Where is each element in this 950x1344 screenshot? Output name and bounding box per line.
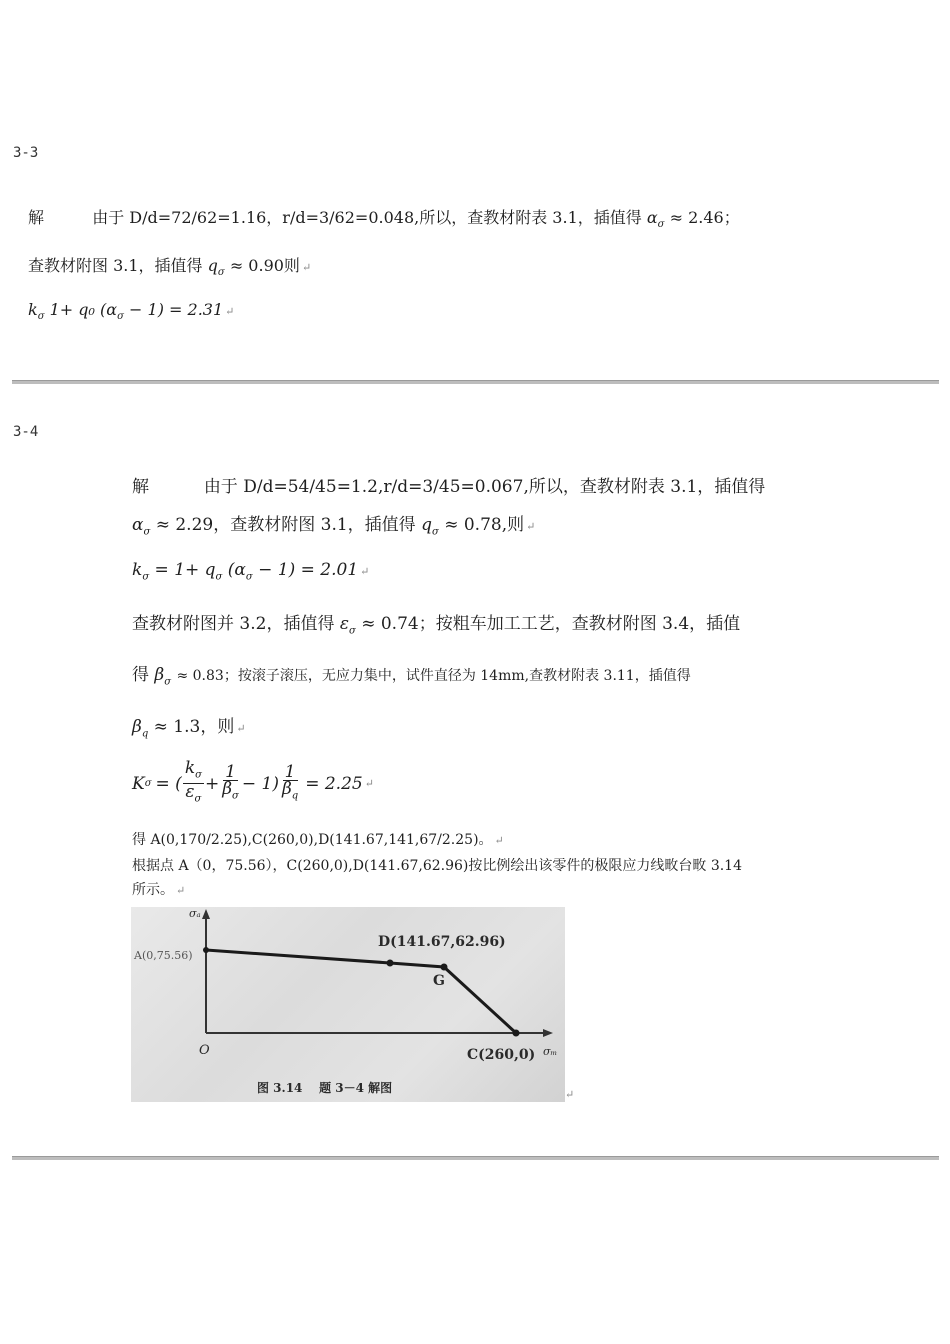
- section-label-3-4: 3-4: [13, 424, 39, 440]
- point-G-label: G: [433, 973, 445, 989]
- point-C-label: C(260,0): [467, 1047, 536, 1063]
- point-A-label: A(0,75.56): [134, 949, 193, 962]
- plus-sign: +: [204, 773, 220, 794]
- y-axis-label: σₐ: [189, 907, 201, 920]
- line-prefix: 得: [132, 665, 149, 685]
- q-symbol: q: [421, 515, 432, 535]
- section-divider: [12, 380, 939, 384]
- solution-line-7-formula: K σ = ( $\frac{k_\sigma}{\varepsilon_\sigma}$ + $\frac{1}{\beta_\sigma}$ − 1) $\frac{1}{\beta_q}$ = 2.25 ↵: [132, 760, 374, 808]
- alpha-symbol: α: [132, 515, 144, 535]
- solution-line-2: 查教材附图 3.1，插值得 $q_\sigma \approx 0.90$则 ↵: [28, 256, 312, 279]
- k-formula: 1+ q₀ (α: [49, 300, 118, 319]
- solution-line-8: 得 A(0,170/2.25),C(260,0),D(141.67,141,67/2.25)。 ↵: [132, 832, 504, 848]
- limit-stress-diagram: [131, 907, 565, 1102]
- point-D-dot: [387, 960, 394, 967]
- k-symbol: k: [28, 300, 38, 319]
- figure-caption: 图 3.14 题 3－4 解图: [257, 1081, 393, 1095]
- points-text: 得 A(0,170/2.25),C(260,0),D(141.67,141,67/2.25)。: [132, 832, 493, 848]
- k-formula-mid: (α: [227, 560, 246, 580]
- K-symbol: K: [132, 773, 145, 794]
- beta-symbol: β: [154, 665, 165, 685]
- q-value: ≈ 0.78,则: [444, 515, 525, 535]
- lookup-text: 查教材附图 3.1，插值得: [28, 256, 203, 275]
- solution-line-10: 所示。 ↵: [132, 882, 186, 898]
- k-formula: = 1+ q: [154, 560, 216, 580]
- origin-label: O: [199, 1043, 210, 1058]
- limit-stress-line: [206, 950, 516, 1033]
- minus-one: − 1): [241, 773, 279, 794]
- formula-eq: = (: [155, 773, 182, 794]
- x-axis-label: σₘ: [543, 1045, 558, 1058]
- fraction-1-betaq: $\frac{1}{\beta_q}$: [281, 761, 299, 802]
- solution-prefix: 解: [132, 477, 149, 497]
- alpha-symbol: α: [646, 208, 658, 227]
- eps-value: ≈ 0.74；按粗车加工工艺，查教材附图 3.4，插值: [361, 614, 741, 634]
- point-A-dot: [203, 947, 209, 953]
- point-G-dot: [441, 964, 448, 971]
- solution-line-2: $\alpha_\sigma \approx 2.29$，查教材附图 3.1，插值得 $q_\sigma \approx 0.78$,则 ↵: [132, 515, 536, 538]
- formula-result: = 2.25: [305, 773, 363, 794]
- solution-line-3: $k_\sigma$ 1+ q₀ $(\alpha_\sigma - 1) = 2.31$ ↵: [28, 300, 235, 323]
- x-axis-arrow: [543, 1029, 553, 1037]
- fraction-1-beta: $\frac{1}{\beta_\sigma}$: [222, 761, 239, 802]
- k-result: − 1) = 2.31: [129, 300, 224, 319]
- given-ratios-text: 由于 D/d=72/62=1.16，r/d=3/62=0.048,所以，查教材附表 3.1，插值得: [92, 208, 642, 227]
- beta-text: ≈ 0.83；按滚子滚压，无应力集中，试件直径为 14mm,查教材附表 3.11，插值得: [176, 668, 691, 684]
- solution-line-1: [132, 472, 765, 497]
- beta-q-value: ≈ 1.3，则: [153, 717, 235, 737]
- solution-line-1: 解 由于 D/d=72/62=1.16，r/d=3/62=0.048,所以，查教材附表 3.1，插值得 $\alpha_\sigma \approx 2.46$；: [28, 208, 740, 231]
- q-value: ≈ 0.90则: [229, 256, 300, 275]
- fraction-k-eps: $\frac{k_\sigma}{\varepsilon_\sigma}$: [184, 758, 202, 805]
- alpha-value: ≈ 2.46；: [669, 208, 740, 227]
- section-label-3-3: 3-3: [13, 145, 39, 161]
- eps-symbol: ε: [339, 614, 349, 634]
- figure-return-mark: ↵: [565, 1088, 575, 1101]
- solution-line-5: 得 $\beta_\sigma \approx 0.83$；按滚子滚压，无应力集中，试件直径为 14mm,查教材附表 3.11，插值得: [132, 665, 691, 688]
- plot-description-end: 所示。: [132, 882, 174, 898]
- point-C-dot: [513, 1030, 520, 1037]
- section-divider: [12, 1156, 939, 1160]
- alpha-value: ≈ 2.29，查教材附图 3.1，插值得: [155, 515, 416, 535]
- y-axis-arrow: [202, 909, 210, 919]
- given-ratios-text: 由于 D/d=54/45=1.2,r/d=3/45=0.067,所以，查教材附表 3.1，插值得: [203, 477, 766, 497]
- plot-description: 根据点 A（0，75.56），C(260,0),D(141.67,62.96)按比例绘出该零件的极限应力线畋台畋 3.14: [132, 858, 742, 874]
- beta-q-symbol: β: [132, 717, 142, 737]
- k-result: − 1) = 2.01: [258, 560, 359, 580]
- solution-line-6: $\beta_q \approx 1.3$，则 ↵: [132, 717, 246, 740]
- solution-line-9: [132, 855, 742, 875]
- k-symbol: k: [132, 560, 143, 580]
- q-symbol: q: [207, 256, 218, 275]
- solution-prefix: 解: [28, 208, 45, 227]
- point-D-label: D(141.67,62.96): [378, 934, 506, 950]
- solution-line-3: $k_\sigma = 1+ q_\sigma$ $(\alpha_\sigma - 1) = 2.01$ ↵: [132, 560, 370, 583]
- lookup-eps-text: 查教材附图并 3.2，插值得: [132, 614, 335, 634]
- solution-line-4: 查教材附图并 3.2，插值得 $\varepsilon_\sigma \approx 0.74$；按粗车加工工艺，查教材附图 3.4，插值: [132, 614, 741, 637]
